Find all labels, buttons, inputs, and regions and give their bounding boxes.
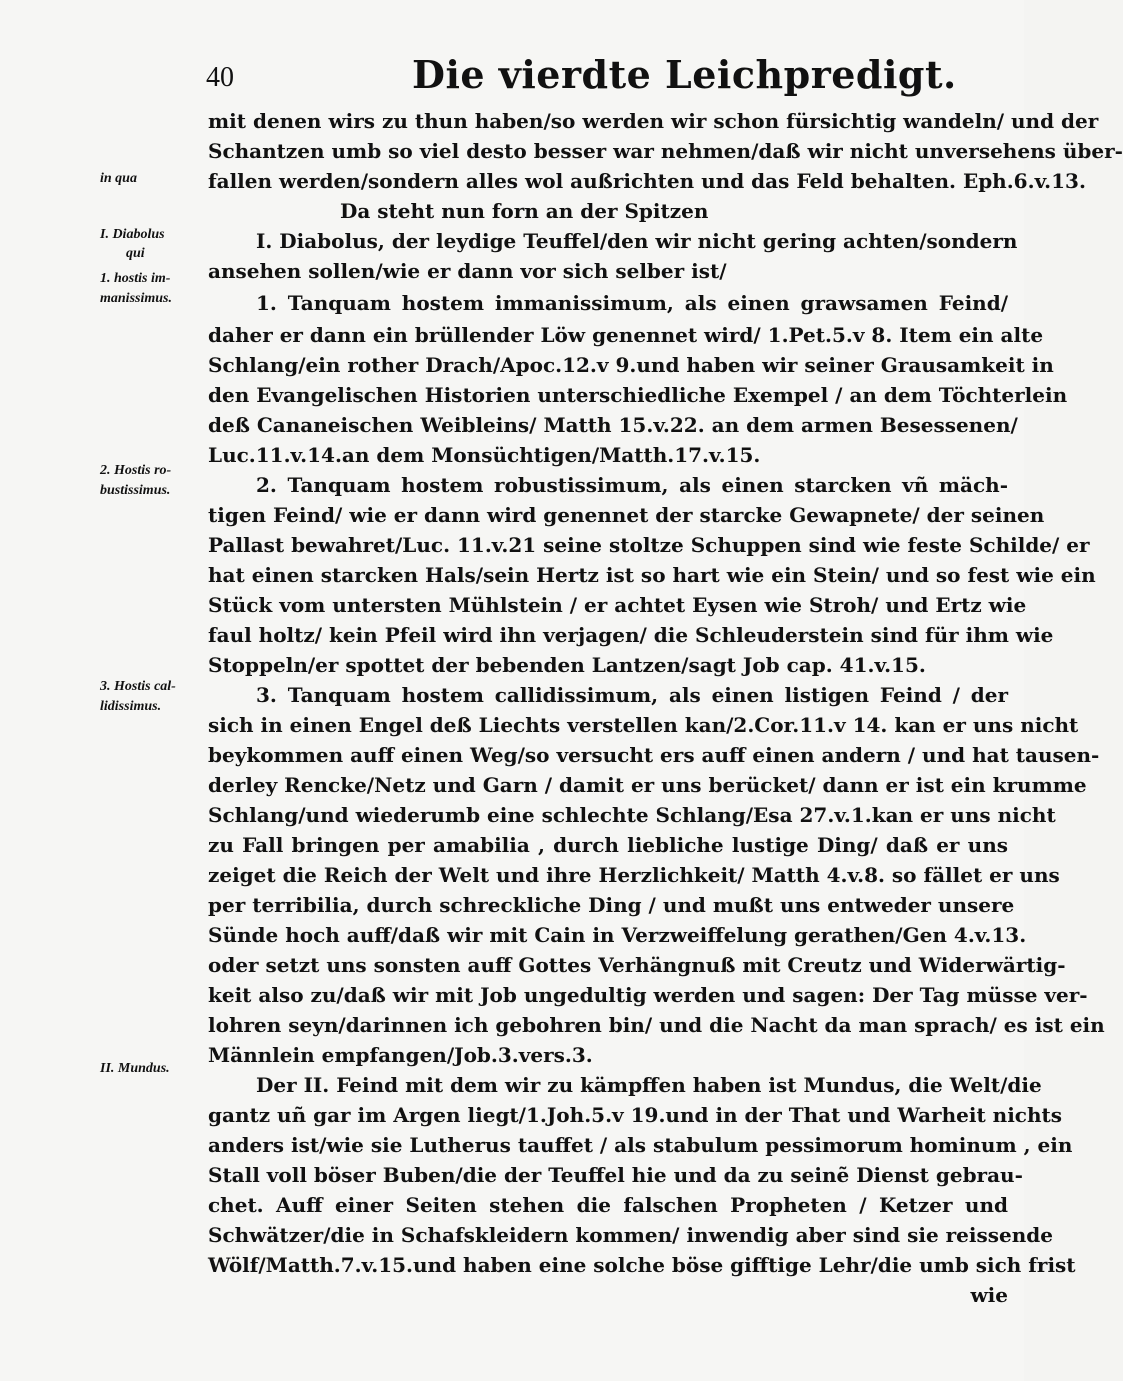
margin-note: 1. hostis im-: [100, 271, 171, 286]
margin-note: manissimus.: [100, 291, 172, 306]
text-line: gantz uñ gar im Argen liegt/1.Joh.5.v 19.und in der That und Warheit nichts: [208, 1103, 1063, 1127]
margin-note: 3. Hostis cal-: [100, 679, 176, 694]
text-line: Der II. Feind mit dem wir zu kämpffen haben ist Mundus, die Welt/die: [256, 1073, 1042, 1097]
text-line: Schantzen umb so viel desto besser war nehmen/daß wir nicht unversehens über-: [208, 139, 1123, 163]
text-line: tigen Feind/ wie er dann wird genennet der starcke Gewapnete/ der seinen: [208, 503, 1045, 527]
text-line: lohren seyn/darinnen ich gebohren bin/ und die Nacht da man sprach/ es ist ein: [208, 1013, 1105, 1037]
text-line: oder setzt uns sonsten auff Gottes Verhängnuß mit Creutz und Widerwärtig-: [208, 953, 1066, 977]
margin-note: in qua: [100, 171, 137, 186]
text-line: derley Rencke/Netz und Garn / damit er uns berücket/ dann er ist ein krumme: [208, 773, 1087, 797]
text-line: chet. Auff einer Seiten stehen die falschen Propheten / Ketzer und: [208, 1193, 1008, 1217]
text-line: ansehen sollen/wie er dann vor sich selber ist/: [208, 259, 727, 283]
text-line: 2. Tanquam hostem robustissimum, als einen starcken vñ mäch-: [256, 473, 1008, 497]
text-line: Schlang/ein rother Drach/Apoc.12.v 9.und haben wir seiner Grausamkeit in: [208, 353, 1054, 377]
catchword: wie: [970, 1283, 1008, 1307]
text-line: fallen werden/sondern alles wol außrichten und das Feld behalten. Eph.6.v.13.: [208, 169, 1086, 193]
margin-note: II. Mundus.: [100, 1061, 170, 1076]
text-line: den Evangelischen Historien unterschiedliche Exempel / an dem Töchterlein: [208, 383, 1068, 407]
text-line: 3. Tanquam hostem callidissimum, als einen listigen Feind / der: [256, 683, 1008, 707]
text-line: Sünde hoch auff/daß wir mit Cain in Verzweiffelung gerathen/Gen 4.v.13.: [208, 923, 1027, 947]
text-line: 1. Tanquam hostem immanissimum, als einen grawsamen Feind/: [256, 291, 1008, 315]
text-line: per terribilia, durch schreckliche Ding / und mußt uns entweder unsere: [208, 893, 1015, 917]
text-line: mit denen wirs zu thun haben/so werden wir schon fürsichtig wandeln/ und der: [208, 109, 1099, 133]
text-line: keit also zu/daß wir mit Job ungedultig werden und sagen: Der Tag müsse ver-: [208, 983, 1088, 1007]
text-line: Schlang/und wiederumb eine schlechte Schlang/Esa 27.v.1.kan er uns nicht: [208, 803, 1056, 827]
text-line: daher er dann ein brüllender Löw genennet wird/ 1.Pet.5.v 8. Item ein alte: [208, 323, 1044, 347]
margin-note: lidissimus.: [100, 699, 162, 714]
running-title: Die vierdte Leichpredigt.: [412, 52, 957, 97]
text-line: Da steht nun forn an der Spitzen: [340, 199, 709, 223]
text-line: beykommen auff einen Weg/so versucht ers auff einen andern / und hat tausen-: [208, 743, 1100, 767]
text-line: Stoppeln/er spottet der bebenden Lantzen/sagt Job cap. 41.v.15.: [208, 653, 926, 677]
text-line: Stall voll böser Buben/die der Teuffel hie und da zu seinẽ Dienst gebrau-: [208, 1163, 1023, 1187]
text-line: deß Cananeischen Weibleins/ Matth 15.v.22. an dem armen Besessenen/: [208, 413, 1018, 437]
page-number: 40: [206, 62, 234, 93]
text-line: Männlein empfangen/Job.3.vers.3.: [208, 1043, 593, 1067]
margin-note: bustissimus.: [100, 483, 171, 498]
text-line: Wölf/Matth.7.v.15.und haben eine solche böse gifftige Lehr/die umb sich frist: [208, 1253, 1076, 1277]
text-line: zu Fall bringen per amabilia , durch liebliche lustige Ding/ daß er uns: [208, 833, 1008, 857]
text-line: Pallast bewahret/Luc. 11.v.21 seine stoltze Schuppen sind wie feste Schilde/ er: [208, 533, 1090, 557]
text-line: Stück vom untersten Mühlstein / er achtet Eysen wie Stroh/ und Ertz wie: [208, 593, 1027, 617]
text-line: I. Diabolus, der leydige Teuffel/den wir nicht gering achten/sondern: [256, 229, 1018, 253]
margin-note: 2. Hostis ro-: [100, 463, 172, 478]
margin-note: I. Diabolus: [100, 227, 165, 242]
text-line: Schwätzer/die in Schafskleidern kommen/ inwendig aber sind sie reissende: [208, 1223, 1053, 1247]
text-line: hat einen starcken Hals/sein Hertz ist so hart wie ein Stein/ und so fest wie ein: [208, 563, 1096, 587]
text-line: zeiget die Reich der Welt und ihre Herzlichkeit/ Matth 4.v.8. so fället er uns: [208, 863, 1060, 887]
text-line: sich in einen Engel deß Liechts verstellen kan/2.Cor.11.v 14. kan er uns nicht: [208, 713, 1079, 737]
margin-note: qui: [126, 246, 145, 261]
text-line: faul holtz/ kein Pfeil wird ihn verjagen/ die Schleuderstein sind für ihm wie: [208, 623, 1054, 647]
text-line: anders ist/wie sie Lutherus tauffet / als stabulum pessimorum hominum , ein: [208, 1133, 1073, 1157]
text-line: Luc.11.v.14.an dem Monsüchtigen/Matth.17.v.15.: [208, 443, 761, 467]
